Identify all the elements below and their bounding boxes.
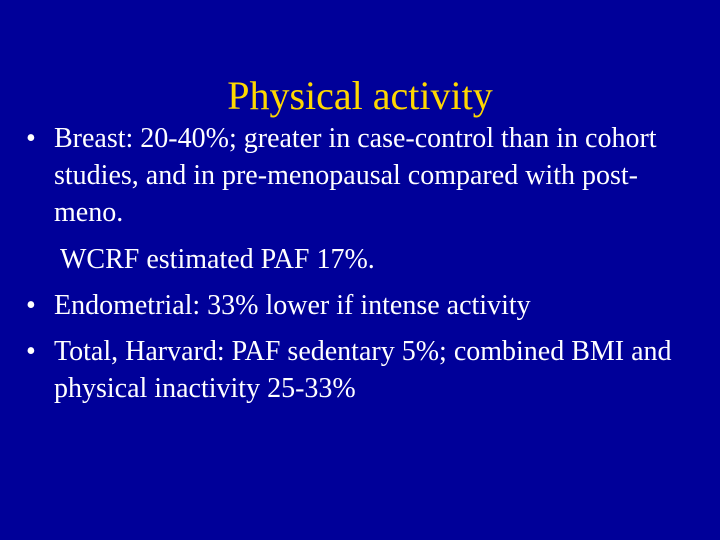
bullet-icon: • [26, 123, 36, 154]
bullet-item-endometrial [24, 287, 704, 324]
slide-title: Physical activity [227, 73, 493, 118]
bullet-text-total: Total, Harvard: PAF sedentary 5%; combined BMI and physical inactivity 25-33% [54, 336, 672, 404]
bullet-item-breast [24, 120, 704, 231]
bullet-icon: • [26, 336, 36, 367]
bullet-item-total [24, 333, 704, 407]
bullet-text-endometrial: Endometrial: 33% lower if intense activity [54, 290, 531, 321]
bullet-list [24, 120, 704, 407]
sub-note-wcrf: WCRF estimated PAF 17%. [60, 244, 375, 275]
bullet-icon: • [26, 290, 36, 321]
bullet-text-breast: Breast: 20-40%; greater in case-control than in cohort studies, and in pre-menopausal compared with post-meno. [54, 123, 657, 228]
